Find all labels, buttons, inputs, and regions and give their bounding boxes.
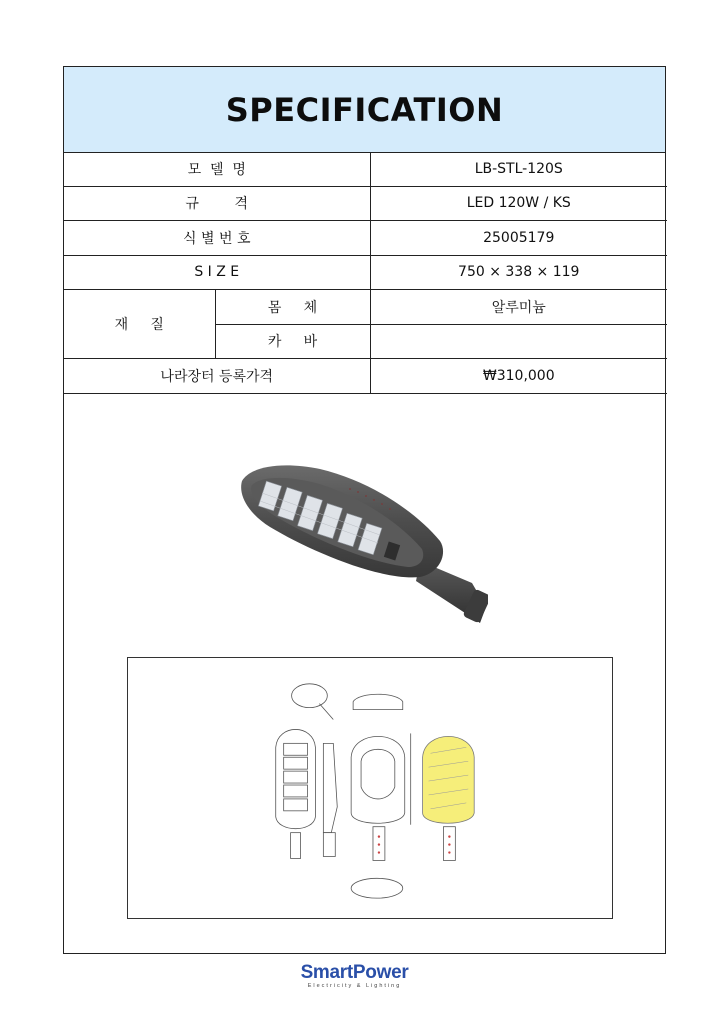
model-value: LB-STL-120S	[370, 152, 667, 186]
body-label: 몸 체	[215, 290, 370, 325]
model-label: 모 델 명	[64, 152, 370, 186]
table-row-id-number	[64, 221, 667, 256]
id-number-label: 식 별 번 호	[64, 221, 370, 256]
brand-name: SmartPower	[300, 962, 409, 983]
cover-label: 카 바	[215, 324, 370, 359]
table-row-material-body	[64, 290, 667, 325]
id-number-value: 25005179	[370, 221, 667, 256]
technical-drawing	[128, 658, 612, 918]
standard-value: LED 120W / KS	[370, 186, 667, 221]
table-row-price	[64, 359, 667, 394]
body-value: 알루미늄	[370, 290, 667, 325]
material-label: 재 질	[64, 290, 215, 359]
price-label: 나라장터 등록가격	[64, 359, 370, 394]
spec-sheet	[63, 66, 666, 954]
title-band	[64, 67, 665, 153]
page-title: SPECIFICATION	[225, 90, 504, 129]
spec-table	[64, 152, 667, 394]
cover-value	[370, 324, 667, 359]
price-value: ₩310,000	[370, 359, 667, 394]
brand-logo	[0, 962, 709, 989]
table-row-model	[64, 152, 667, 186]
table-row-size	[64, 255, 667, 290]
technical-drawing-frame	[127, 657, 613, 919]
size-value: 750 × 338 × 119	[370, 255, 667, 290]
table-row-standard	[64, 186, 667, 221]
brand-tagline: Electricity & Lighting	[307, 983, 402, 989]
standard-label: 규 격	[64, 186, 370, 221]
size-label: S I Z E	[64, 255, 370, 290]
product-photo	[240, 431, 488, 659]
